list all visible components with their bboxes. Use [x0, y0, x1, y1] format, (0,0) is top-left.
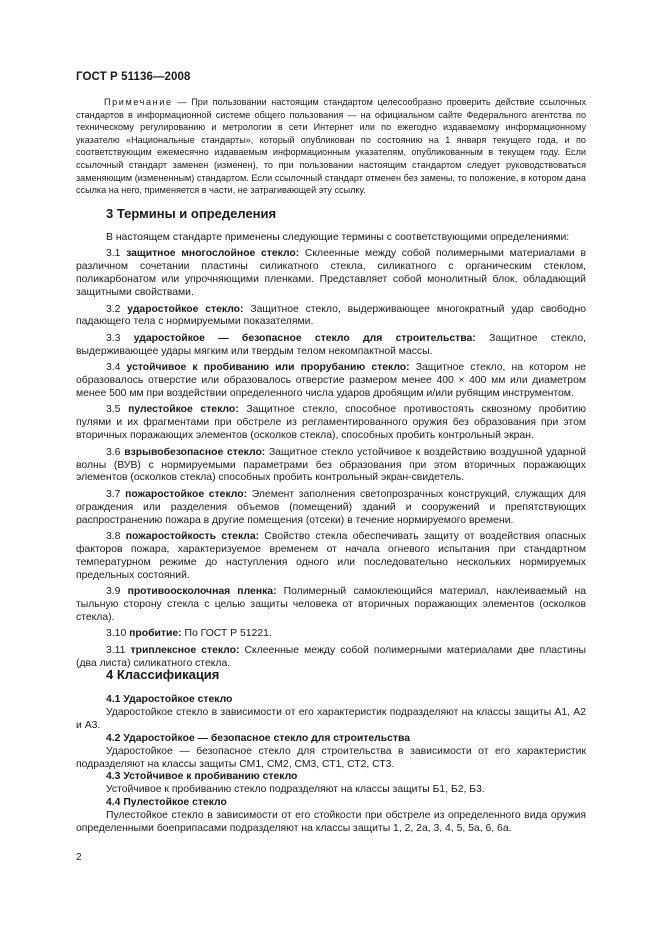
classification-4-2-text: Ударостойкое — безопасное стекло для строительства в зависимости от его характеристик подразделяют на классы защиты СМ1, СМ2, СМ3, СТ1, СТ2, СТ3. [76, 745, 586, 770]
term-3-8: 3.8 пожаростойкость стекла: Свойство стекла обеспечивать защиту от воздействия опасных факторов пожара, характеризуемое временем от начала огневого испытания при стандартном температурном режиме до наступления одного или последовательно нескольких нормируемых предельных состояний. [76, 531, 587, 581]
term-3-9: 3.9 противоосколочная пленка: Полимерный самоклеющийся материал, наклеиваемый на тыльную сторону стекла с целью защиты человека от вторичных поражающих элементов (осколков стекла). [76, 586, 586, 623]
note-text: — При пользовании настоящим стандартом целесообразно проверить действие ссылочных стандартов в информационной системе общего пользования — на официальном сайте Федерального агентства по техническому регулированию и метрологии в сети Интернет или по ежегодно издаваемому информационному указателю «Национальные стандарты», который опубликован по состоянию на 1 января текущего года, и по соответствующим ежемесячно издаваемым информационным указателям, опубликованным в текущем году. Если ссылочный стандарт заменен (изменен), то при пользовании настоящим стандартом следует руководствоваться заменяющим (измененным) стандартом. Если ссылочный стандарт отменен без замены, то положение, в котором дана ссылка на него, применяется в части, не затрагивающей эту ссылку. [76, 97, 586, 196]
classification-4-3-text: Устойчивое к пробиванию стекло подразделяют на классы защиты Б1, Б2, Б3. [106, 784, 485, 796]
section-3-body [76, 232, 586, 674]
section-3-title: 3 Термины и определения [106, 206, 277, 221]
term-3-7: 3.7 пожаростойкое стекло: Элемент заполнения светопрозрачных конструкций, служащих для ограждения или разделения объемов (помещений) зданий и сооружений и препятствующих распространению пожара в другие помещения (отсеки) в течение нормируемого времени. [76, 488, 587, 526]
term-3-2: 3.2 ударостойкое стекло: Защитное стекло, выдерживающее многократный удар свободно падающего тела с нормируемыми показателями. [76, 303, 586, 328]
page-number: 2 [76, 852, 82, 863]
term-3-3: 3.3 ударостойкое — безопасное стекло для строительства: Защитное стекло, выдерживающее удары мягким или твердым телом некомпактной массы. [76, 332, 586, 357]
classification-4-1-text: Ударостойкое стекло в зависимости от его характеристик подразделяют на классы защиты А1, А2 и А3. [76, 706, 586, 731]
reference-note [76, 96, 586, 197]
term-3-6: 3.6 взрывобезопасное стекло: Защитное стекло устойчивое к воздействию воздушной ударной волны (ВУВ) с нормируемыми параметрами без образования при этом вторичных поражающих элементов (осколков стекла) способных пробить контрольный экран-свидетель. [76, 446, 586, 484]
note-label: Примечание [104, 97, 173, 107]
classification-4-1-heading: 4.1 Ударостойкое стекло [106, 694, 233, 705]
term-3-5: 3.5 пулестойкое стекло: Защитное стекло, способное противостоять сквозному пробитию пулями и их фрагментами при обстреле из регламентированного оружия без образования при этом вторичных поражающих элементов (осколков стекла), способных пробить контрольный экран. [76, 404, 586, 442]
term-3-1: 3.1 защитное многослойное стекло: Склеенные между собой полимерными материалами в различном сочетании пластины силикатного стекла, силикатного с органическим стеклом, поликарбонатом или упрочняющими пленками. Представляет собой монолитный блок, обладающий защитными свойствами. [76, 248, 587, 299]
classification-4-2-heading: 4.2 Ударостойкое — безопасное стекло для строительства [106, 732, 410, 744]
document-header: ГОСТ Р 51136—2008 [76, 71, 191, 83]
term-3-10: 3.10 пробитие: По ГОСТ Р 51221. [106, 628, 272, 640]
section-4-title: 4 Классификация [106, 667, 220, 682]
classification-4-4-text: Пулестойкое стекло в зависимости от его стойкости при обстреле из определенного вида оружия определенными боеприпасами подразделяют на классы защиты 1, 2, 2а, 3, 4, 5, 5а, 6, 6а. [76, 810, 586, 835]
classification-4-4-heading: 4.4 Пулестойкое стекло [106, 797, 227, 809]
term-3-11: 3.11 триплексное стекло: Склеенные между собой полимерными материалами две пластины (два листа) силикатного стекла. [76, 644, 587, 669]
section-3-intro: В настоящем стандарте применены следующие термины с соответствующими определениями: [106, 232, 570, 243]
section-4-body [76, 694, 586, 836]
classification-4-3-heading: 4.3 Устойчивое к пробиванию стекло [106, 771, 298, 783]
term-3-4: 3.4 устойчивое к пробиванию или прорубанию стекло: Защитное стекло, на котором не образовалось отверстие или образовалось отверстие размером менее 400 × 400 мм или диаметром менее 500 мм при воздействии определенного числа ударов дробящим и/или рубящим инструментом. [76, 362, 587, 399]
